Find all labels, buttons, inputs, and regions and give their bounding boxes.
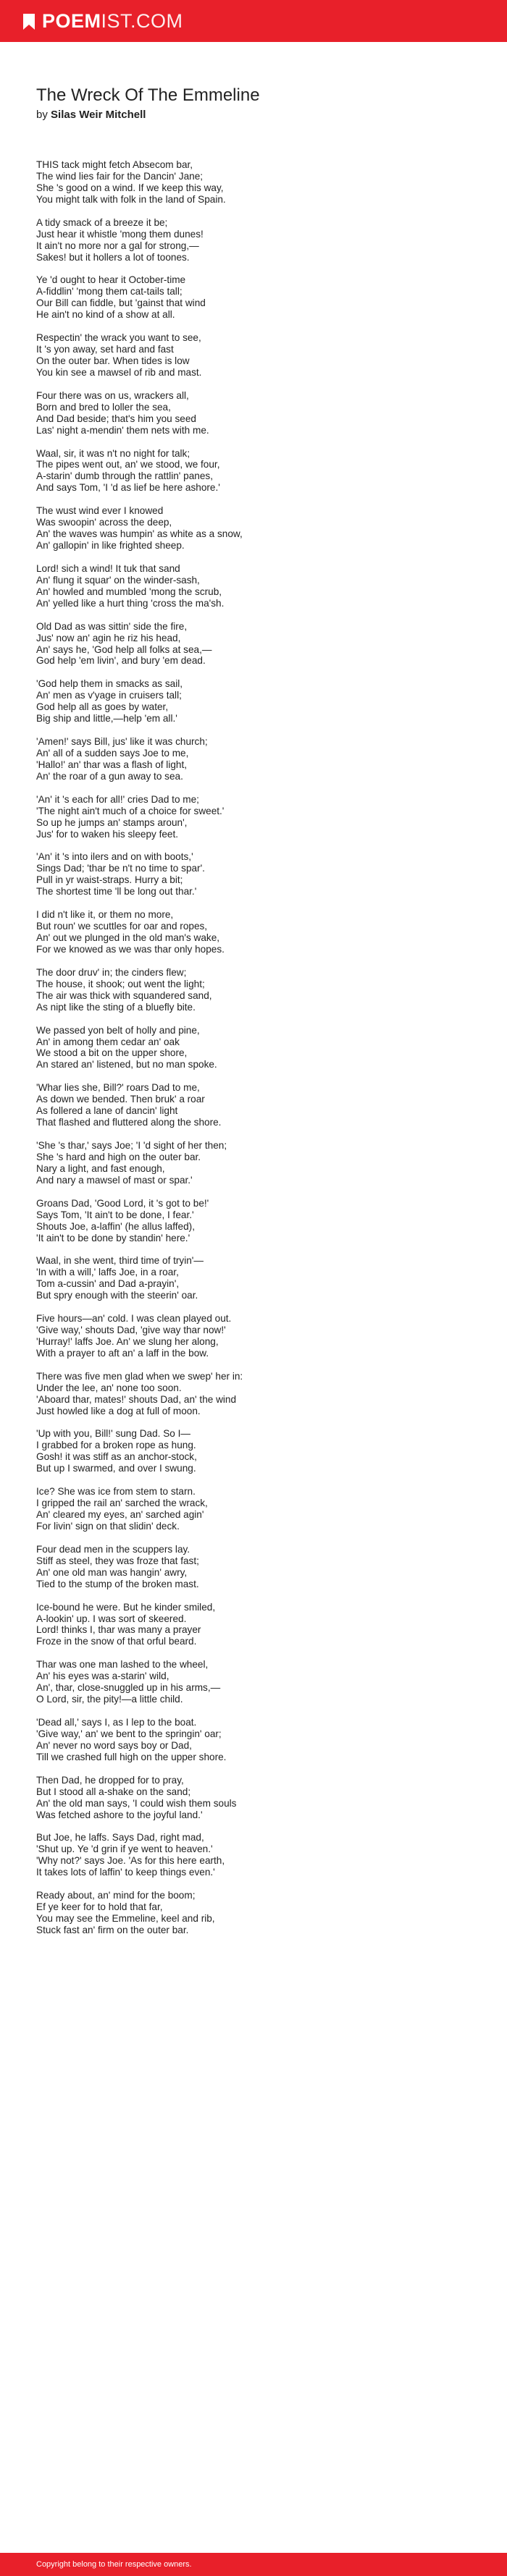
poem-line: An' says he, 'God help all folks at sea,— <box>36 643 212 655</box>
poem-line: Was swoopin' across the deep, <box>36 517 172 528</box>
stanza <box>36 1140 478 1186</box>
stanza <box>36 448 478 494</box>
poem-line: An' his eyes was a-starin' wild, <box>36 1671 169 1682</box>
poem-line: Old Dad as was sittin' side the fire, <box>36 620 188 632</box>
poem-line: As nipt like the sting of a bluefly bite. <box>36 1001 196 1013</box>
poem-line: An', thar, close-snuggled up in his arms,— <box>36 1682 221 1694</box>
poem-line: 'Up with you, Bill!' sung Dad. So I— <box>36 1428 190 1440</box>
poem-line: Ef ye keer for to hold that far, <box>36 1901 163 1913</box>
poem-line: An' howled and mumbled 'mong the scrub, <box>36 586 222 597</box>
bookmark-icon <box>20 13 38 30</box>
poem-line: Was fetched ashore to the joyful land.' <box>36 1809 203 1820</box>
stanza <box>36 274 478 321</box>
poem-line: Says Tom, 'It ain't to be done, I fear.' <box>36 1209 194 1220</box>
poem-title: The Wreck Of The Emmeline <box>36 85 260 105</box>
poem-line: As down we bended. Then bruk' a roar <box>36 1094 205 1105</box>
poem-line: Then Dad, he dropped for to pray, <box>36 1774 184 1786</box>
byline-prefix: by <box>36 109 48 121</box>
poem-line: The shortest time 'll be long out thar.' <box>36 886 197 898</box>
poem-line: Four dead men in the scuppers lay. <box>36 1543 190 1555</box>
stanza <box>36 678 478 725</box>
poem-line: An' out we plunged in the old man's wake, <box>36 932 220 944</box>
poem-line: Nary a light, and fast enough, <box>36 1162 165 1174</box>
stanza <box>36 159 478 206</box>
stanza <box>36 390 478 436</box>
poem-line: An' the old man says, 'I could wish them souls <box>36 1797 237 1809</box>
poem-line: The air was thick with squandered sand, <box>36 989 212 1001</box>
poem-line: 'Hallo!' an' thar was a flash of light, <box>36 759 188 770</box>
poem-line: But up I swarmed, and over I swung. <box>36 1463 196 1474</box>
copyright-text: Copyright belong to their respective owners. <box>36 2560 192 2569</box>
poem-line: But I stood all a-shake on the sand; <box>36 1786 191 1797</box>
poem-line: Pull in yr waist-straps. Hurry a bit; <box>36 874 183 886</box>
poem-line: The house, it shook; out went the light; <box>36 978 205 989</box>
poem-line: An' all of a sudden says Joe to me, <box>36 747 189 759</box>
stanza <box>36 1025 478 1071</box>
poem-line: Groans Dad, 'Good Lord, it 's got to be!' <box>36 1197 209 1209</box>
stanza <box>36 1198 478 1244</box>
poem-line: Respectin' the wrack you want to see, <box>36 332 201 344</box>
poem-line: A-starin' dumb through the rattlin' panes, <box>36 470 213 482</box>
poem-line: 'Shut up. Ye 'd grin if ye went to heaven.' <box>36 1844 213 1855</box>
stanza <box>36 736 478 782</box>
poem-line: An' the waves was humpin' as white as a snow, <box>36 528 243 540</box>
poem-line: An stared an' listened, but no man spoke. <box>36 1059 217 1070</box>
poem-line: 'In with a will,' laffs Joe, in a roar, <box>36 1267 179 1278</box>
stanza <box>36 1544 478 1590</box>
poem-line: 'Amen!' says Bill, jus' like it was church; <box>36 736 208 748</box>
poem-line: The wust wind ever I knowed <box>36 505 164 517</box>
poem-line: Just howled like a dog at full of moon. <box>36 1405 201 1416</box>
stanza <box>36 1890 478 1936</box>
poem-line: Shouts Joe, a-laffin' (he allus laffed), <box>36 1220 195 1232</box>
poem-line: Till we crashed full high on the upper shore. <box>36 1751 227 1762</box>
poem-line: There was five men glad when we swep' her in: <box>36 1370 243 1382</box>
poem-line: Gosh! it was stiff as an anchor-stock, <box>36 1451 197 1463</box>
poem-line: Lord! thinks I, thar was many a prayer <box>36 1624 201 1636</box>
poem-line: 'Dead all,' says I, as I lep to the boat. <box>36 1716 197 1728</box>
poem-line: An' cleared my eyes, an' sarched agin' <box>36 1509 204 1521</box>
poem-line: Jus' for to waken his sleepy feet. <box>36 828 179 840</box>
poem-line: An' men as v'yage in cruisers tall; <box>36 690 182 701</box>
poem-line: 'The night ain't much of a choice for sweet.' <box>36 805 225 816</box>
poem-line: O Lord, sir, the pity!—a little child. <box>36 1694 183 1705</box>
poem-body <box>36 159 478 1948</box>
poem-line: And says Tom, 'I 'd as lief be here ashore.' <box>36 482 220 494</box>
poem-line: It takes lots of laffin' to keep things even.' <box>36 1867 215 1878</box>
site-logo[interactable] <box>20 12 183 31</box>
poem-line: An' yelled like a hurt thing 'cross the ma'sh. <box>36 597 225 609</box>
poem-line: An' one old man was hangin' awry, <box>36 1566 188 1578</box>
poem-line: Froze in the snow of that orful beard. <box>36 1636 197 1647</box>
poem-line: Ice-bound he were. But he kinder smiled, <box>36 1601 216 1613</box>
poem-line: Under the lee, an' none too soon. <box>36 1382 182 1393</box>
top-bar <box>0 0 507 42</box>
poem-line: Ready about, an' mind for the boom; <box>36 1890 196 1901</box>
poem-line: The pipes went out, an' we stood, we four, <box>36 459 220 470</box>
poem-line: 'Give way,' shouts Dad, 'give way thar now!' <box>36 1325 226 1336</box>
stanza <box>36 1371 478 1417</box>
poem-line: I grabbed for a broken rope as hung. <box>36 1440 196 1451</box>
stanza <box>36 851 478 898</box>
poem-line: I gripped the rail an' sarched the wrack, <box>36 1498 208 1509</box>
poem-line: The door druv' in; the cinders flew; <box>36 966 187 978</box>
stanza <box>36 1313 478 1359</box>
poem-line: Born and bred to loller the sea, <box>36 401 171 413</box>
poem-line: 'She 's thar,' says Joe; 'I 'd sight of her then; <box>36 1139 227 1151</box>
stanza <box>36 967 478 1013</box>
poem-line: God help 'em livin', and bury 'em dead. <box>36 655 206 667</box>
poem-line: Our Bill can fiddle, but 'gainst that wind <box>36 297 206 309</box>
poem-line: A-lookin' up. I was sort of skeered. <box>36 1613 187 1624</box>
poem-line: And nary a mawsel of mast or spar.' <box>36 1174 193 1186</box>
poem-line: 'Why not?' says Joe. 'As for this here earth, <box>36 1855 225 1867</box>
poem-line: It ain't no more nor a gal for strong,— <box>36 240 199 251</box>
stanza <box>36 563 478 609</box>
poem-line: But spry enough with the steerin' oar. <box>36 1290 198 1301</box>
poem-line: 'Give way,' an' we bent to the springin' oar; <box>36 1728 222 1739</box>
poem-line: So up he jumps an' stamps aroun', <box>36 816 188 828</box>
brand-light: IST.COM <box>101 10 183 32</box>
poem-line: Tom a-cussin' and Dad a-prayin', <box>36 1278 180 1290</box>
poem-line: With a prayer to aft an' a laff in the bow. <box>36 1347 209 1359</box>
poem-line: 'An' it 's into ilers and on with boots,' <box>36 851 193 863</box>
poem-line: As follered a lane of dancin' light <box>36 1105 178 1117</box>
poem-line: Jus' now an' agin he riz his head, <box>36 632 181 643</box>
poem-line: And Dad beside; that's him you seed <box>36 413 196 424</box>
poem-line: An' the roar of a gun away to sea. <box>36 770 183 782</box>
author-name[interactable]: Silas Weir Mitchell <box>51 109 146 121</box>
poem-line: He ain't no kind of a show at all. <box>36 309 175 321</box>
stanza <box>36 1775 478 1821</box>
poem-line: You may see the Emmeline, keel and rib, <box>36 1913 215 1924</box>
poem-line: We stood a bit on the upper shore, <box>36 1047 188 1059</box>
poem-line: On the outer bar. When tides is low <box>36 355 190 367</box>
poem-line: An' flung it squar' on the winder-sash, <box>36 574 200 586</box>
stanza <box>36 621 478 667</box>
poem-line: 'It ain't to be done by standin' here.' <box>36 1232 190 1243</box>
stanza <box>36 1659 478 1705</box>
poem-line: We passed yon belt of holly and pine, <box>36 1024 200 1036</box>
poem-line: Four there was on us, wrackers all, <box>36 389 189 401</box>
stanza <box>36 332 478 379</box>
poem-line: An' never no word says boy or Dad, <box>36 1739 192 1751</box>
poem-line: God help all as goes by water, <box>36 701 169 713</box>
poem-line: A-fiddlin' 'mong them cat-tails tall; <box>36 286 183 297</box>
poem-line: Waal, sir, it was n't no night for talk; <box>36 447 190 459</box>
poem-line: Big ship and little,—help 'em all.' <box>36 713 177 725</box>
poem-line: Five hours—an' cold. I was clean played out. <box>36 1313 232 1325</box>
poem-line: THIS tack might fetch Absecom bar, <box>36 159 193 170</box>
poem-line: She 's hard and high on the outer bar. <box>36 1151 201 1162</box>
byline <box>36 109 146 121</box>
footer <box>0 2553 507 2576</box>
poem-line: An' in among them cedar an' oak <box>36 1036 180 1047</box>
poem-line: Ye 'd ought to hear it October-time <box>36 274 186 286</box>
poem-line: You might talk with folk in the land of Spain. <box>36 193 226 205</box>
poem-line: I did n't like it, or them no more, <box>36 909 174 921</box>
poem-line: Ice? She was ice from stem to starn. <box>36 1486 196 1498</box>
poem-line: You kin see a mawsel of rib and mast. <box>36 366 202 378</box>
poem-line: 'Whar lies she, Bill?' roars Dad to me, <box>36 1082 200 1094</box>
poem-line: But Joe, he laffs. Says Dad, right mad, <box>36 1832 204 1844</box>
stanza <box>36 1832 478 1878</box>
stanza <box>36 1082 478 1128</box>
poem-line: Stiff as steel, they was froze that fast; <box>36 1555 199 1566</box>
poem-line: It 's yon away, set hard and fast <box>36 344 174 355</box>
poem-line: Sakes! but it hollers a lot of toones. <box>36 251 190 263</box>
poem-line: But roun' we scuttles for oar and ropes, <box>36 921 208 932</box>
poem-line: An' gallopin' in like frighted sheep. <box>36 540 185 552</box>
poem-line: Waal, in she went, third time of tryin'— <box>36 1255 204 1267</box>
stanza <box>36 1602 478 1648</box>
poem-line: A tidy smack of a breeze it be; <box>36 216 168 228</box>
poem-line: Thar was one man lashed to the wheel, <box>36 1659 209 1671</box>
poem-line: 'Aboard thar, mates!' shouts Dad, an' the wind <box>36 1393 237 1405</box>
poem-line: Tied to the stump of the broken mast. <box>36 1578 199 1589</box>
poem-line: Lord! sich a wind! It tuk that sand <box>36 562 180 574</box>
stanza <box>36 217 478 263</box>
poem-line: Las' night a-mendin' them nets with me. <box>36 424 209 436</box>
poem-line: She 's good on a wind. If we keep this way, <box>36 182 224 193</box>
stanza <box>36 794 478 840</box>
poem-line: 'An' it 's each for all!' cries Dad to me; <box>36 793 199 805</box>
poem-line: 'God help them in smacks as sail, <box>36 678 183 690</box>
stanza <box>36 1486 478 1532</box>
stanza <box>36 1255 478 1301</box>
poem-line: Stuck fast an' firm on the outer bar. <box>36 1924 189 1935</box>
poem-line: That flashed and fluttered along the shore. <box>36 1117 222 1128</box>
stanza <box>36 1428 478 1474</box>
poem-line: For livin' sign on that slidin' deck. <box>36 1521 180 1532</box>
brand-bold: POEM <box>42 10 101 32</box>
stanza <box>36 909 478 955</box>
poem-line: For we knowed as we was thar only hopes. <box>36 944 225 955</box>
stanza <box>36 1717 478 1763</box>
stanza <box>36 505 478 552</box>
poem-line: 'Hurray!' laffs Joe. An' we slung her along, <box>36 1335 219 1347</box>
poem-line: The wind lies fair for the Dancin' Jane; <box>36 170 204 182</box>
poem-line: Sings Dad; 'thar be n't no time to spar'. <box>36 863 205 874</box>
poem-line: Just hear it whistle 'mong them dunes! <box>36 228 204 240</box>
